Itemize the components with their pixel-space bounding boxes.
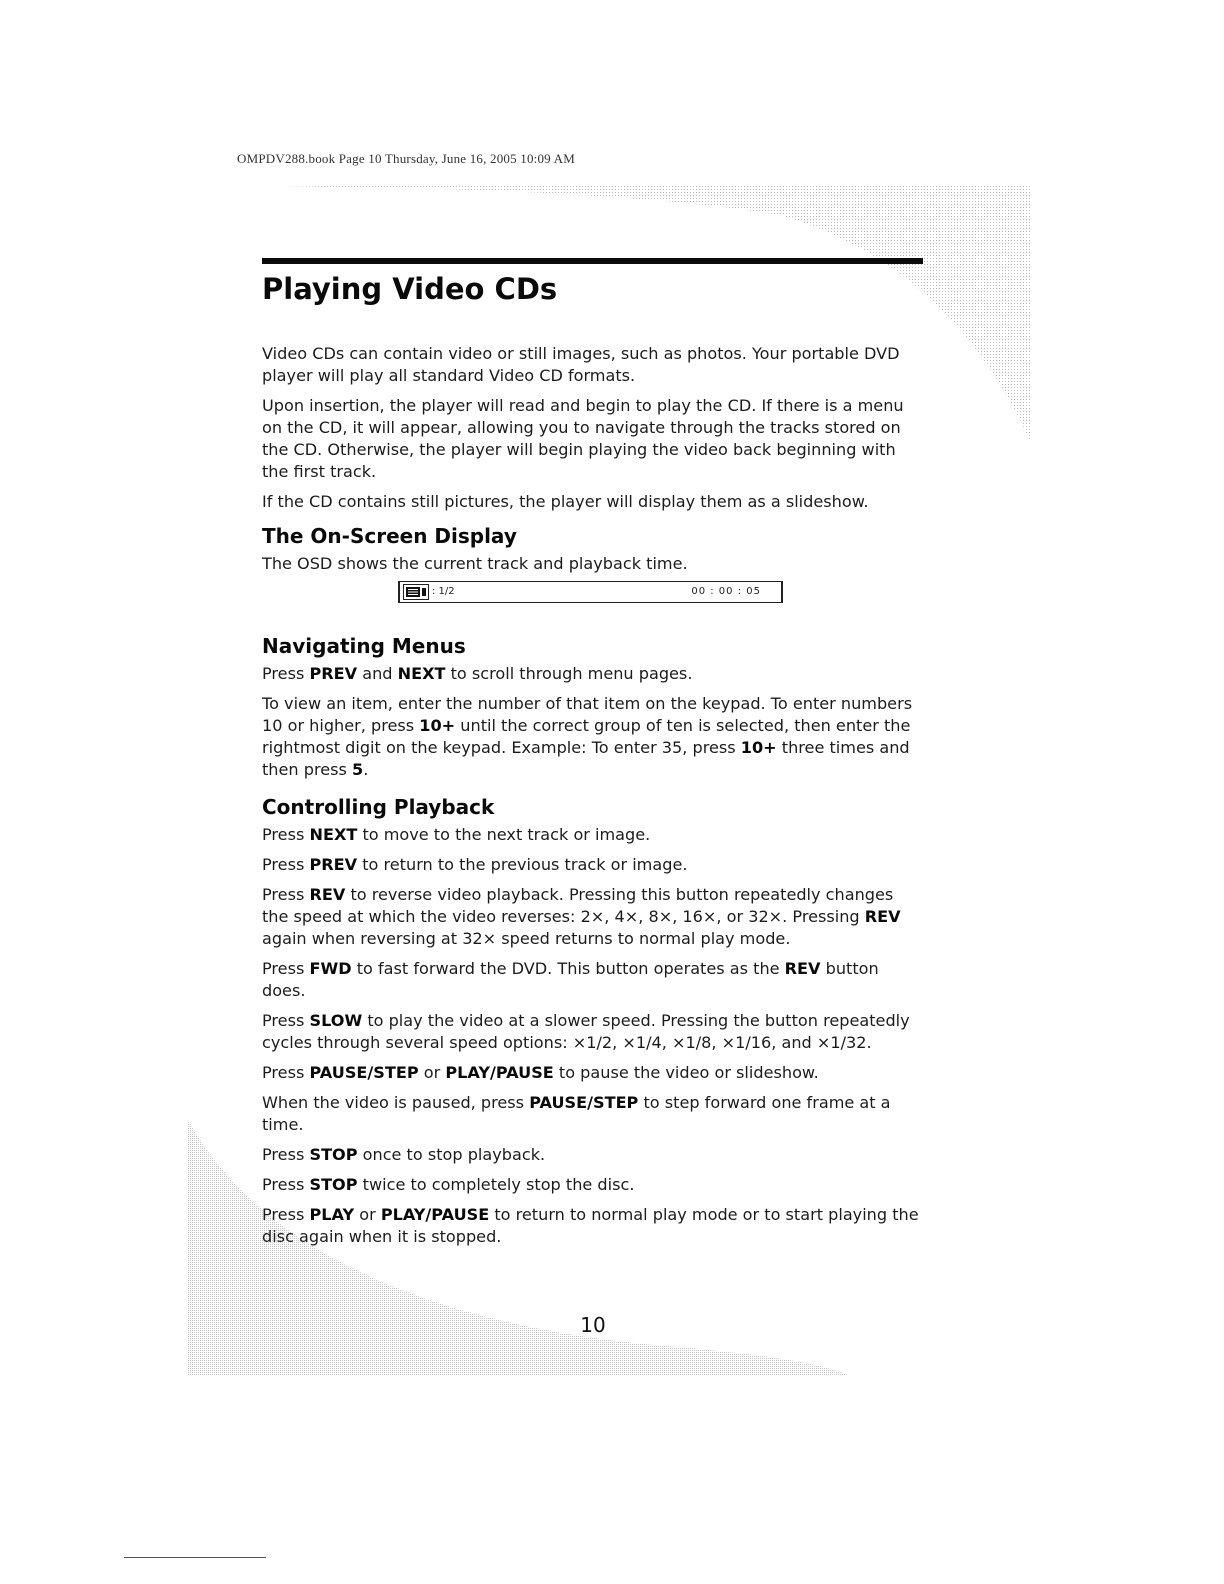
osd-track: : 1/2 bbox=[432, 586, 455, 597]
menus-heading: Navigating Menus bbox=[262, 634, 466, 658]
playback-item: Press REV to reverse video playback. Pressing this button repeatedly changes the speed at which the video reverses: 2×, 4×, 8×, 16×, or 32×. Pressing REV again when reversing at 32× speed returns to normal play mode. bbox=[262, 885, 901, 948]
playback-item: Press PAUSE/STEP or PLAY/PAUSE to pause the video or slideshow. bbox=[262, 1063, 819, 1082]
osd-heading: The On-Screen Display bbox=[262, 524, 517, 548]
playback-item: Press PLAY or PLAY/PAUSE to return to normal play mode or to start playing the disc again when it is stopped. bbox=[262, 1205, 919, 1246]
page-title: Playing Video CDs bbox=[262, 272, 558, 306]
osd-description: The OSD shows the current track and playback time. bbox=[262, 554, 688, 573]
intro-paragraph: Video CDs can contain video or still images, such as photos. Your portable DVD player will play all standard Video CD formats. bbox=[262, 344, 900, 385]
playback-item: Press STOP twice to completely stop the disc. bbox=[262, 1175, 635, 1194]
osd-display-bar bbox=[398, 581, 783, 603]
playback-item: Press FWD to fast forward the DVD. This button operates as the REV button does. bbox=[262, 959, 879, 1000]
playback-item: Press SLOW to play the video at a slower speed. Pressing the button repeatedly cycles through several speed options: ×1/2, ×1/4, ×1/8, ×1/16, and ×1/32. bbox=[262, 1011, 910, 1052]
playback-item: Press STOP once to stop playback. bbox=[262, 1145, 546, 1164]
main-content bbox=[262, 343, 924, 1256]
menus-paragraph: To view an item, enter the number of that item on the keypad. To enter numbers 10 or higher, press 10+ until the correct group of ten is selected, then enter the rightmost digit on the keypad. Example: To enter 35, press 10+ three times and then press 5. bbox=[262, 694, 913, 779]
intro-paragraph: If the CD contains still pictures, the player will display them as a slideshow. bbox=[262, 492, 869, 511]
page-number: 10 bbox=[580, 1313, 606, 1337]
osd-time: 00 : 00 : 05 bbox=[691, 586, 761, 597]
bottom-link-underline bbox=[124, 1557, 266, 1558]
playback-item: Press NEXT to move to the next track or image. bbox=[262, 825, 651, 844]
title-rule bbox=[262, 258, 923, 264]
book-page-header: OMPDV288.book Page 10 Thursday, June 16, 2005 10:09 AM bbox=[237, 151, 575, 166]
playback-item: Press PREV to return to the previous track or image. bbox=[262, 855, 688, 874]
intro-paragraph: Upon insertion, the player will read and begin to play the CD. If there is a menu on the CD, it will appear, allowing you to navigate through the tracks stored on the CD. Otherwise, the player will begin playing the video back beginning with the first track. bbox=[262, 396, 904, 481]
menus-paragraph: Press PREV and NEXT to scroll through menu pages. bbox=[262, 664, 693, 683]
playback-heading: Controlling Playback bbox=[262, 795, 495, 819]
disc-menu-icon bbox=[403, 584, 429, 600]
playback-item: When the video is paused, press PAUSE/STEP to step forward one frame at a time. bbox=[262, 1093, 891, 1134]
